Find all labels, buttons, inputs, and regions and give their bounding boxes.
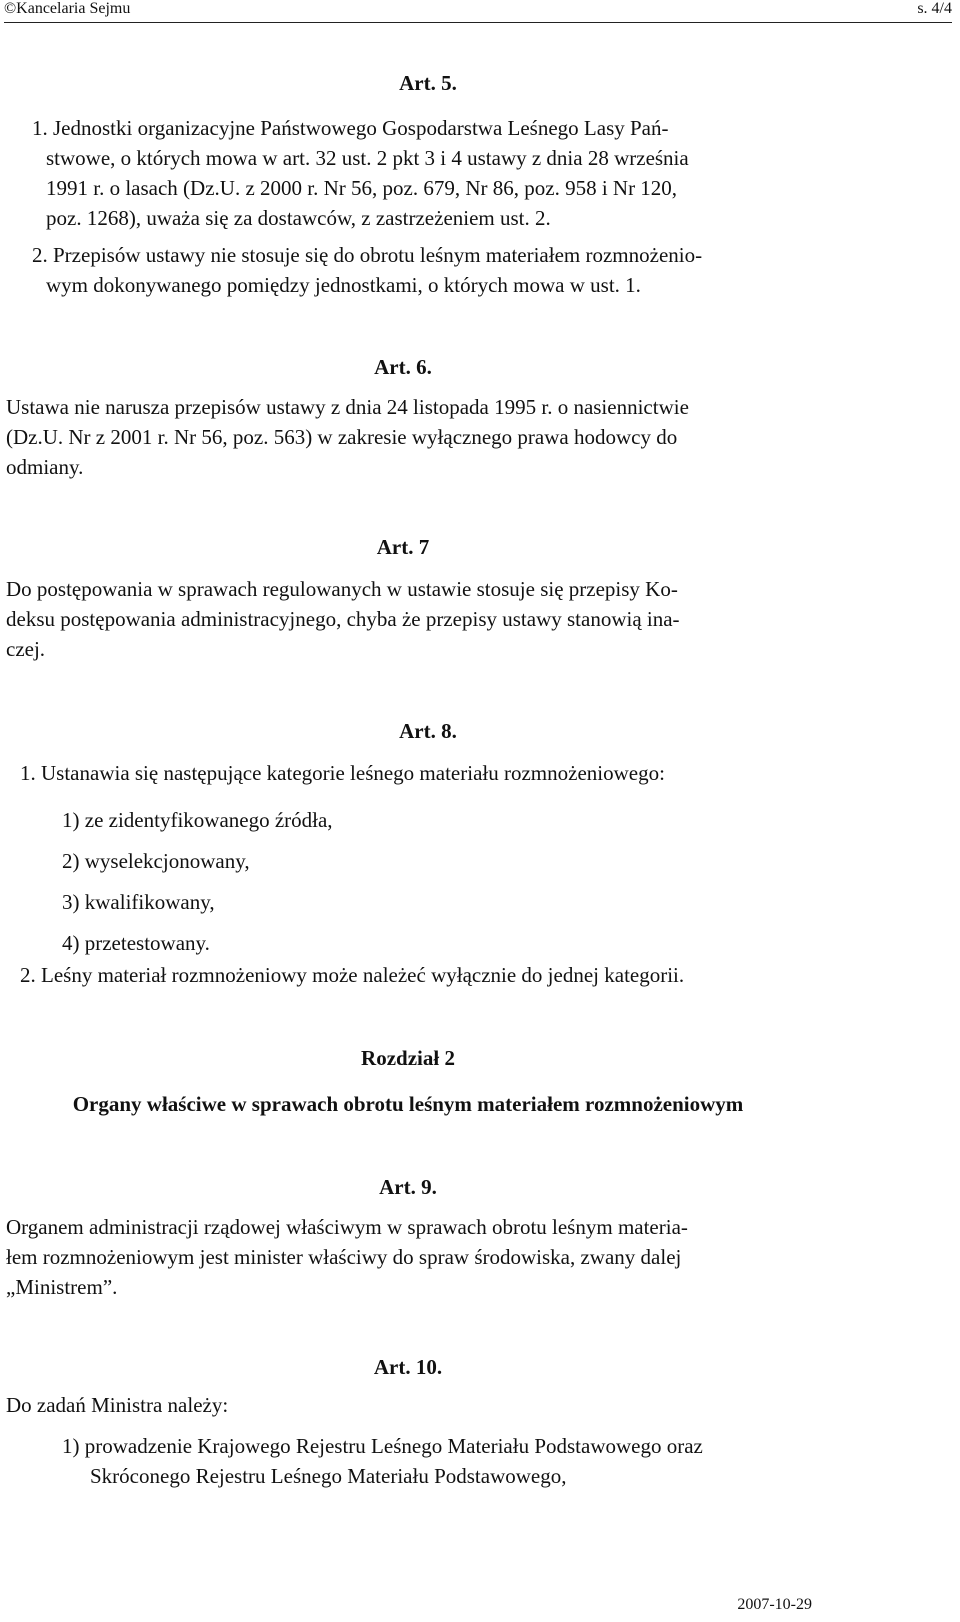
art6-line: odmiany. — [6, 455, 84, 479]
art8-para1: 1. Ustanawia się następujące kategorie leśnego materiału rozmnożeniowego: — [20, 761, 665, 785]
art5-para1-cont — [46, 143, 812, 233]
art5-para1-line: 1991 r. o lasach (Dz.U. z 2000 r. Nr 56, poz. 679, Nr 86, poz. 958 i Nr 120, — [46, 176, 678, 200]
art8-list — [62, 800, 762, 964]
art6-line: (Dz.U. Nr z 2001 r. Nr 56, poz. 563) w zakresie wyłącznego prawa hodowcy do — [6, 425, 678, 449]
art9-text — [6, 1212, 816, 1302]
art10-item-line: 1) prowadzenie Krajowego Rejestru Leśnego Materiału Podstawowego oraz — [62, 1434, 703, 1458]
art5-title: Art. 5. — [399, 71, 457, 95]
header-page-number: s. 4/4 — [917, 0, 952, 17]
art7-line: czej. — [6, 637, 46, 661]
art8-list-item: 4) przetestowany. — [62, 931, 210, 955]
art5-para1-line: 1. Jednostki organizacyjne Państwowego Gospodarstwa Leśnego Lasy Pań- — [32, 116, 669, 140]
footer-date: 2007-10-29 — [737, 1596, 812, 1613]
art10-item-1 — [62, 1431, 822, 1461]
art5-para1-line: poz. 1268), uważa się za dostawców, z zastrzeżeniem ust. 2. — [46, 206, 551, 230]
art8-title: Art. 8. — [399, 719, 457, 743]
art7-line: Do postępowania w sprawach regulowanych w ustawie stosuje się przepisy Ko- — [6, 577, 678, 601]
art8-list-item: 1) ze zidentyfikowanego źródła, — [62, 808, 333, 832]
art8-list-item: 2) wyselekcjonowany, — [62, 849, 250, 873]
art5-para2 — [32, 240, 812, 270]
art5-para1 — [32, 113, 812, 143]
art8-para2: 2. Leśny materiał rozmnożeniowy może należeć wyłącznie do jednej kategorii. — [20, 963, 685, 987]
header-publisher: ©Kancelaria Sejmu — [4, 0, 131, 17]
art6-text — [6, 392, 816, 482]
art9-line: „Ministrem”. — [6, 1275, 118, 1299]
art10-intro: Do zadań Ministra należy: — [6, 1393, 229, 1417]
art10-item-1-cont — [90, 1461, 820, 1491]
art5-para2-cont — [46, 270, 812, 300]
art7-title: Art. 7 — [376, 535, 430, 559]
chapter-title: Organy właściwe w sprawach obrotu leśnym materiałem rozmnożeniowym — [72, 1092, 744, 1116]
art9-title: Art. 9. — [379, 1175, 437, 1199]
page-header — [4, 0, 952, 23]
art7-line: deksu postępowania administracyjnego, chyba że przepisy ustawy stanowią ina- — [6, 607, 680, 631]
art5-para1-line: stwowe, o których mowa w art. 32 ust. 2 pkt 3 i 4 ustawy z dnia 28 września — [46, 146, 689, 170]
art5-para2-line: wym dokonywanego pomiędzy jednostkami, o których mowa w ust. 1. — [46, 273, 641, 297]
art9-line: łem rozmnożeniowym jest minister właściwy do spraw środowiska, zwany dalej — [6, 1245, 682, 1269]
art8-list-item: 3) kwalifikowany, — [62, 890, 215, 914]
art6-title: Art. 6. — [374, 355, 432, 379]
art10-title: Art. 10. — [373, 1355, 443, 1379]
chapter-number: Rozdział 2 — [361, 1046, 455, 1070]
art10-item-line: Skróconego Rejestru Leśnego Materiału Podstawowego, — [90, 1464, 567, 1488]
art5-para2-line: 2. Przepisów ustawy nie stosuje się do obrotu leśnym materiałem rozmnożenio- — [32, 243, 703, 267]
art9-line: Organem administracji rządowej właściwym w sprawach obrotu leśnym materia- — [6, 1215, 688, 1239]
art6-line: Ustawa nie narusza przepisów ustawy z dnia 24 listopada 1995 r. o nasiennictwie — [6, 395, 689, 419]
art7-text — [6, 574, 816, 664]
